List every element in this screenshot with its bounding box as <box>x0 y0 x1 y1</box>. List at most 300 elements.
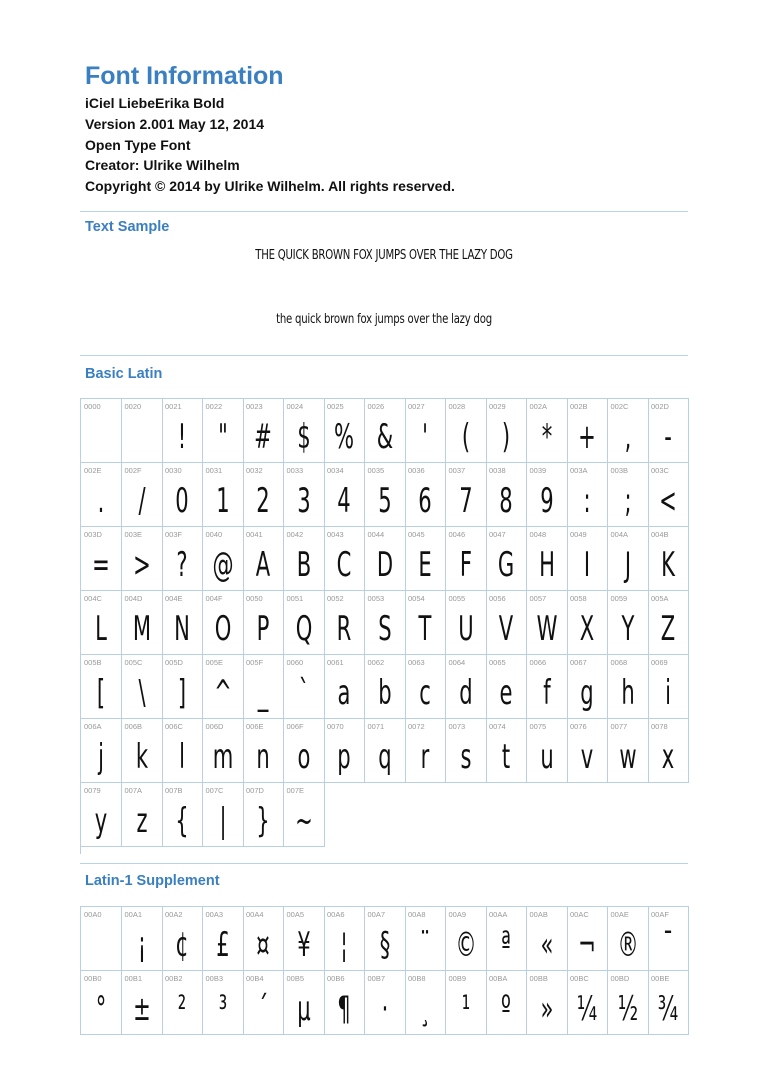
glyph-sample: < <box>659 481 677 521</box>
glyph-cell <box>446 399 487 463</box>
glyph-code: 0021 <box>165 402 182 411</box>
glyph-cell <box>162 907 203 971</box>
glyph-code: 005C <box>124 658 143 667</box>
glyph-sample: ´ <box>257 989 269 1029</box>
glyph-code: 0054 <box>408 594 425 603</box>
glyph-cell <box>203 907 244 971</box>
glyph-sample: ¨ <box>419 925 431 965</box>
glyph-code: 0056 <box>489 594 506 603</box>
glyph-code: 0040 <box>205 530 223 539</box>
glyph-code: 007C <box>205 786 224 795</box>
glyph-cell <box>567 719 608 783</box>
glyph-code: 0063 <box>408 658 425 667</box>
glyph-code: 00A1 <box>124 910 143 919</box>
glyph-sample: ] <box>177 673 187 713</box>
glyph-cell <box>567 591 608 655</box>
glyph-cell <box>324 907 365 971</box>
glyph-sample: 8 <box>499 481 513 521</box>
glyph-code: 00AE <box>610 910 629 919</box>
glyph-cell <box>486 463 527 527</box>
glyph-cell <box>608 655 649 719</box>
glyph-sample: g <box>580 673 594 713</box>
glyph-code: 0071 <box>367 722 385 731</box>
glyph-code: 0022 <box>205 402 223 411</box>
glyph-cell <box>122 655 163 719</box>
glyph-cell <box>446 463 487 527</box>
glyph-code: 0033 <box>286 466 304 475</box>
glyph-sample: 2 <box>256 481 270 521</box>
glyph-cell <box>608 971 649 1035</box>
glyph-sample: D <box>376 545 393 585</box>
glyph-cell <box>122 783 163 847</box>
glyph-cell <box>162 655 203 719</box>
glyph-cell <box>567 527 608 591</box>
glyph-code: 0068 <box>610 658 628 667</box>
glyph-code: 00AF <box>651 910 669 919</box>
glyph-code: 00BC <box>570 974 589 983</box>
glyph-code: 0070 <box>327 722 344 731</box>
glyph-sample: a <box>337 673 351 713</box>
latin1-heading: Latin-1 Supplement <box>85 873 220 889</box>
glyph-sample: * <box>541 417 552 457</box>
glyph-cell <box>203 655 244 719</box>
glyph-code: 005B <box>84 658 102 667</box>
glyph-cell <box>527 907 568 971</box>
glyph-code: 0069 <box>651 658 668 667</box>
glyph-cell <box>81 399 122 463</box>
glyph-code: 00BD <box>610 974 630 983</box>
glyph-code: 00A7 <box>367 910 386 919</box>
glyph-sample: u <box>539 737 554 777</box>
glyph-code: 00A5 <box>286 910 305 919</box>
glyph-cell <box>567 907 608 971</box>
glyph-cell <box>486 907 527 971</box>
glyph-code: 00AC <box>570 910 589 919</box>
glyph-cell <box>446 719 487 783</box>
glyph-sample <box>89 921 114 969</box>
glyph-sample: ¼ <box>576 989 598 1029</box>
glyph-code: 00A2 <box>165 910 183 919</box>
glyph-code: 005A <box>651 594 669 603</box>
glyph-code: 00BA <box>489 974 508 983</box>
glyph-code: 0031 <box>205 466 223 475</box>
glyph-cell <box>284 907 325 971</box>
glyph-sample: K <box>661 545 675 585</box>
glyph-cell <box>365 655 406 719</box>
glyph-code: 0051 <box>286 594 304 603</box>
glyph-code: 00BE <box>651 974 670 983</box>
glyph-cell <box>446 655 487 719</box>
basic-latin-heading: Basic Latin <box>85 366 163 382</box>
glyph-sample: $ <box>296 417 311 457</box>
glyph-cell <box>405 971 446 1035</box>
glyph-code: 004F <box>205 594 223 603</box>
glyph-sample: B <box>296 545 311 585</box>
glyph-code: 003F <box>165 530 183 539</box>
glyph-sample: _ <box>257 673 269 713</box>
glyph-sample: 4 <box>337 481 351 521</box>
glyph-cell <box>365 971 406 1035</box>
glyph-code: 003A <box>570 466 588 475</box>
glyph-sample: ¶ <box>337 989 351 1029</box>
font-type: Open Type Font <box>85 137 191 153</box>
glyph-code: 006D <box>205 722 224 731</box>
glyph-sample: 3 <box>296 481 311 521</box>
glyph-cell <box>365 463 406 527</box>
glyph-code: 0020 <box>124 402 142 411</box>
glyph-code: 0059 <box>610 594 628 603</box>
glyph-sample: Y <box>621 609 634 649</box>
glyph-cell <box>284 527 325 591</box>
glyph-sample: N <box>174 609 190 649</box>
glyph-code: 0027 <box>408 402 425 411</box>
glyph-cell <box>203 591 244 655</box>
glyph-code: 00A6 <box>327 910 345 919</box>
glyph-sample: ² <box>177 989 187 1029</box>
glyph-cell <box>243 971 284 1035</box>
glyph-code: 00BB <box>529 974 548 983</box>
glyph-sample: X <box>579 609 595 649</box>
glyph-code: 003D <box>84 530 102 539</box>
glyph-code: 007A <box>124 786 143 795</box>
glyph-cell <box>446 527 487 591</box>
glyph-cell <box>203 399 244 463</box>
glyph-code: 0032 <box>246 466 263 475</box>
glyph-code: 003B <box>610 466 629 475</box>
glyph-code: 0062 <box>367 658 385 667</box>
glyph-cell <box>324 527 365 591</box>
glyph-cell <box>446 907 487 971</box>
glyph-cell <box>324 971 365 1035</box>
glyph-code: 004C <box>84 594 102 603</box>
glyph-code: 002C <box>610 402 629 411</box>
glyph-sample: m <box>212 737 233 777</box>
glyph-sample: ¢ <box>175 925 189 965</box>
glyph-code: 0065 <box>489 658 506 667</box>
glyph-code: 002E <box>84 466 102 475</box>
glyph-cell <box>608 527 649 591</box>
glyph-cell <box>527 591 568 655</box>
glyph-cell <box>324 591 365 655</box>
glyph-cell <box>122 971 163 1035</box>
glyph-code: 004D <box>124 594 143 603</box>
glyph-cell <box>527 527 568 591</box>
glyph-sample: 6 <box>418 481 432 521</box>
glyph-code: 0030 <box>165 466 182 475</box>
glyph-code: 005E <box>205 658 224 667</box>
glyph-code: 00B3 <box>205 974 224 983</box>
glyph-code: 0073 <box>448 722 466 731</box>
glyph-sample: + <box>578 417 596 457</box>
glyph-cell <box>243 907 284 971</box>
page-title: Font Information <box>85 62 284 90</box>
glyph-code: 0023 <box>246 402 263 411</box>
glyph-sample: p <box>337 737 351 777</box>
glyph-cell <box>405 907 446 971</box>
glyph-sample: · <box>381 989 388 1029</box>
basic-latin-grid <box>80 398 689 854</box>
glyph-code: 00B2 <box>165 974 183 983</box>
glyph-code: 0026 <box>367 402 385 411</box>
glyph-sample: C <box>336 545 352 585</box>
font-copyright: Copyright © 2014 by Ulrike Wilhelm. All rights reserved. <box>85 178 455 194</box>
glyph-cell <box>527 971 568 1035</box>
glyph-sample: º <box>501 989 511 1029</box>
glyph-cell <box>81 907 122 971</box>
glyph-cell <box>243 527 284 591</box>
glyph-code: 0044 <box>367 530 385 539</box>
glyph-code: 002B <box>570 402 588 411</box>
glyph-cell <box>243 655 284 719</box>
glyph-code: 002A <box>529 402 548 411</box>
glyph-cell <box>324 463 365 527</box>
glyph-code: 0034 <box>327 466 344 475</box>
glyph-sample <box>129 413 154 461</box>
glyph-code: 0045 <box>408 530 425 539</box>
glyph-sample: ; <box>623 481 632 521</box>
glyph-cell <box>203 527 244 591</box>
glyph-cell <box>486 527 527 591</box>
glyph-cell <box>81 971 122 1035</box>
glyph-cell <box>243 463 284 527</box>
glyph-sample: H <box>538 545 555 585</box>
glyph-sample: | <box>218 801 227 841</box>
glyph-code: 0028 <box>448 402 466 411</box>
glyph-sample: L <box>95 609 107 649</box>
glyph-code: 0078 <box>651 722 668 731</box>
glyph-cell <box>486 971 527 1035</box>
glyph-cell <box>648 655 689 719</box>
glyph-sample: ® <box>616 925 639 965</box>
glyph-cell <box>81 719 122 783</box>
glyph-sample: ª <box>501 925 511 965</box>
glyph-cell <box>122 719 163 783</box>
glyph-sample: W <box>536 609 557 649</box>
glyph-code: 005D <box>165 658 183 667</box>
text-sample-heading: Text Sample <box>85 219 170 235</box>
glyph-cell <box>608 719 649 783</box>
glyph-code: 006B <box>124 722 143 731</box>
glyph-code: 0048 <box>529 530 547 539</box>
glyph-cell <box>365 591 406 655</box>
glyph-sample: 1 <box>215 481 230 521</box>
glyph-cell <box>446 971 487 1035</box>
glyph-sample: z <box>135 801 148 841</box>
glyph-cell <box>81 527 122 591</box>
glyph-code: 0024 <box>286 402 304 411</box>
glyph-sample: § <box>379 925 390 965</box>
glyph-sample: w <box>618 737 637 777</box>
glyph-cell <box>284 399 325 463</box>
glyph-sample: e <box>499 673 513 713</box>
glyph-code: 0043 <box>327 530 344 539</box>
glyph-code: 00AA <box>489 910 508 919</box>
glyph-sample: { <box>175 801 189 841</box>
glyph-cell <box>648 719 689 783</box>
glyph-cell <box>567 971 608 1035</box>
glyph-sample: = <box>92 545 110 585</box>
glyph-cell <box>405 527 446 591</box>
glyph-cell <box>122 463 163 527</box>
glyph-sample: / <box>137 481 146 521</box>
glyph-cell <box>648 527 689 591</box>
glyph-cell <box>648 907 689 971</box>
glyph-code: 0077 <box>610 722 628 731</box>
glyph-cell <box>203 719 244 783</box>
glyph-cell <box>122 399 163 463</box>
glyph-code: 007B <box>165 786 183 795</box>
glyph-cell <box>365 527 406 591</box>
glyph-sample: " <box>217 417 228 457</box>
glyph-code: 0057 <box>529 594 547 603</box>
sample-uppercase: THE QUICK BROWN FOX JUMPS OVER THE LAZY DOG <box>255 248 513 263</box>
glyph-cell <box>81 655 122 719</box>
glyph-code: 0058 <box>570 594 587 603</box>
glyph-cell <box>162 399 203 463</box>
glyph-cell <box>243 591 284 655</box>
glyph-code: 0029 <box>489 402 506 411</box>
glyph-sample: > <box>132 545 151 585</box>
glyph-sample: U <box>457 609 474 649</box>
glyph-code: 0025 <box>327 402 344 411</box>
glyph-sample: ° <box>95 989 107 1029</box>
glyph-cell <box>162 463 203 527</box>
glyph-sample: l <box>179 737 185 777</box>
glyph-cell <box>405 399 446 463</box>
glyph-cell <box>284 591 325 655</box>
glyph-sample: , <box>624 417 631 457</box>
glyph-sample: @ <box>211 545 234 585</box>
glyph-code: 007E <box>286 786 305 795</box>
glyph-sample <box>89 413 114 461</box>
glyph-cell <box>284 719 325 783</box>
glyph-code: 0066 <box>529 658 547 667</box>
glyph-code: 00B4 <box>246 974 264 983</box>
glyph-sample: ³ <box>218 989 227 1029</box>
glyph-sample: v <box>580 737 594 777</box>
font-version: Version 2.001 May 12, 2014 <box>85 116 265 132</box>
glyph-code: 0041 <box>246 530 263 539</box>
glyph-sample: ! <box>177 417 187 457</box>
glyph-cell <box>284 971 325 1035</box>
glyph-cell <box>203 463 244 527</box>
glyph-cell <box>567 463 608 527</box>
glyph-code: 00B9 <box>448 974 467 983</box>
glyph-code: 006E <box>246 722 264 731</box>
glyph-cell <box>324 655 365 719</box>
glyph-sample: ¥ <box>296 925 311 965</box>
glyph-code: 00A9 <box>448 910 467 919</box>
glyph-sample: M <box>132 609 151 649</box>
glyph-sample: V <box>498 609 514 649</box>
glyph-sample: c <box>419 673 431 713</box>
glyph-code: 0039 <box>529 466 547 475</box>
glyph-sample: ¦ <box>340 925 348 965</box>
glyph-sample: µ <box>296 989 311 1029</box>
glyph-cell <box>243 719 284 783</box>
divider <box>80 355 688 356</box>
glyph-code: 00A0 <box>84 910 102 919</box>
glyph-sample: ¬ <box>578 925 596 965</box>
glyph-sample: s <box>460 737 471 777</box>
glyph-code: 00AB <box>529 910 548 919</box>
sample-lowercase: the quick brown fox jumps over the lazy dog <box>276 312 492 327</box>
glyph-sample: 5 <box>377 481 392 521</box>
glyph-cell <box>527 655 568 719</box>
glyph-sample: ? <box>176 545 188 585</box>
glyph-sample: ¾ <box>657 989 679 1029</box>
glyph-sample: % <box>333 417 355 457</box>
glyph-sample: J <box>624 545 631 585</box>
glyph-code: 0072 <box>408 722 425 731</box>
glyph-sample: & <box>376 417 393 457</box>
glyph-cell <box>648 399 689 463</box>
glyph-cell <box>405 591 446 655</box>
glyph-code: 00A3 <box>205 910 224 919</box>
glyph-sample: - <box>664 417 672 457</box>
glyph-sample: A <box>255 545 271 585</box>
latin1-grid <box>80 906 689 1035</box>
glyph-code: 00B1 <box>124 974 143 983</box>
glyph-cell <box>567 399 608 463</box>
glyph-sample: [ <box>96 673 106 713</box>
glyph-cell <box>81 463 122 527</box>
glyph-cell <box>608 463 649 527</box>
glyph-sample: P <box>256 609 270 649</box>
glyph-cell <box>162 783 203 847</box>
glyph-cell <box>567 655 608 719</box>
glyph-sample: ¡ <box>137 925 146 965</box>
glyph-sample: ~ <box>294 801 313 841</box>
glyph-code: 002F <box>124 466 142 475</box>
glyph-cell <box>284 463 325 527</box>
glyph-cell <box>648 971 689 1035</box>
glyph-code: 00B7 <box>367 974 386 983</box>
glyph-cell <box>162 719 203 783</box>
glyph-cell <box>486 399 527 463</box>
glyph-code: 0000 <box>84 402 101 411</box>
glyph-code: 006C <box>165 722 183 731</box>
glyph-sample: \ <box>137 673 146 713</box>
glyph-cell <box>162 971 203 1035</box>
glyph-sample: E <box>418 545 432 585</box>
glyph-code: 0050 <box>246 594 263 603</box>
glyph-cell <box>243 783 284 847</box>
glyph-sample: d <box>458 673 473 713</box>
glyph-cell <box>486 591 527 655</box>
glyph-cell <box>648 463 689 527</box>
divider <box>80 211 688 212</box>
glyph-code: 0079 <box>84 786 101 795</box>
glyph-cell <box>122 907 163 971</box>
glyph-code: 00A4 <box>246 910 264 919</box>
glyph-cell <box>284 655 325 719</box>
glyph-sample: n <box>256 737 270 777</box>
glyph-sample: 0 <box>175 481 189 521</box>
glyph-sample: o <box>297 737 310 777</box>
glyph-code: 00B0 <box>84 974 102 983</box>
glyph-cell <box>324 399 365 463</box>
glyph-cell <box>365 719 406 783</box>
glyph-code: 00B8 <box>408 974 426 983</box>
glyph-sample: } <box>256 801 270 841</box>
glyph-cell <box>203 783 244 847</box>
glyph-cell <box>486 655 527 719</box>
glyph-sample: ¯ <box>662 925 674 965</box>
glyph-cell <box>527 463 568 527</box>
glyph-code: 0047 <box>489 530 506 539</box>
glyph-code: 00B6 <box>327 974 345 983</box>
